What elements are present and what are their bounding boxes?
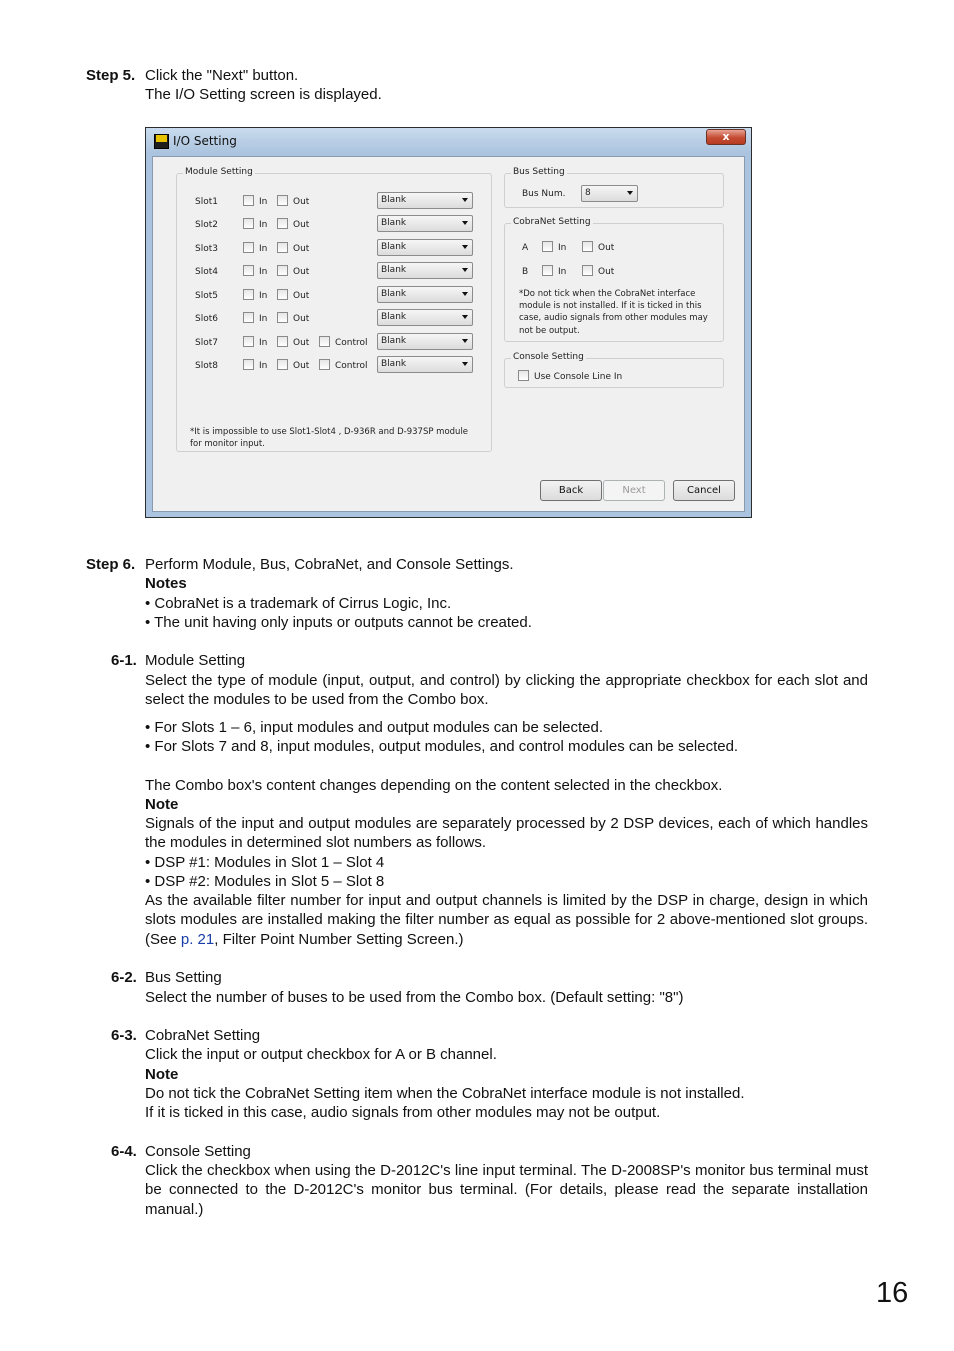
cobranet-b-in-checkbox[interactable] bbox=[542, 265, 553, 276]
cobranet-note-line-4: not be output. bbox=[519, 326, 580, 336]
slot-8-in-label: In bbox=[259, 361, 268, 371]
s6-4-label: 6-4. bbox=[111, 1143, 137, 1160]
chevron-down-icon bbox=[462, 221, 468, 225]
s6-1-combo-text: The Combo box's content changes depending on the content selected in the checkbox. bbox=[145, 777, 723, 794]
step6-note-1: • CobraNet is a trademark of Cirrus Logic, Inc. bbox=[145, 595, 452, 612]
slot-3-in-label: In bbox=[259, 244, 268, 254]
next-button[interactable]: Next bbox=[603, 480, 665, 501]
cobranet-b-in-label: In bbox=[558, 267, 567, 277]
slot-5-label: Slot5 bbox=[195, 291, 218, 301]
step6-label: Step 6. bbox=[86, 556, 136, 573]
slot-3-label: Slot3 bbox=[195, 244, 218, 254]
s6-4-title: Console Setting bbox=[145, 1143, 251, 1160]
slot-1-combo-value: Blank bbox=[381, 195, 407, 205]
slot-3-in-checkbox[interactable] bbox=[243, 242, 254, 253]
cobranet-setting-group bbox=[504, 217, 724, 342]
slot-1-combo[interactable] bbox=[377, 192, 473, 209]
slot-8-label: Slot8 bbox=[195, 361, 218, 371]
chevron-down-icon bbox=[462, 198, 468, 202]
dialog-client-area bbox=[152, 156, 745, 512]
slot-5-out-label: Out bbox=[293, 291, 310, 301]
cobranet-note-line-2: module is not installed. If it is ticked in this bbox=[519, 301, 702, 311]
chevron-down-icon bbox=[462, 292, 468, 296]
slot-6-in-label: In bbox=[259, 314, 268, 324]
filter-page-link[interactable]: p. 21 bbox=[180, 930, 215, 948]
slot-3-combo[interactable] bbox=[377, 239, 473, 256]
close-icon[interactable]: x bbox=[706, 129, 746, 145]
slot-4-label: Slot4 bbox=[195, 267, 218, 277]
s6-2-title: Bus Setting bbox=[145, 969, 222, 986]
slot-6-label: Slot6 bbox=[195, 314, 218, 324]
slot-2-in-checkbox[interactable] bbox=[243, 218, 254, 229]
slot-6-combo-value: Blank bbox=[381, 312, 407, 322]
slot-4-combo[interactable] bbox=[377, 262, 473, 279]
slot-6-out-label: Out bbox=[293, 314, 310, 324]
module-note-line-1: *It is impossible to use Slot1-Slot4 , D-936R and D-937SP module bbox=[190, 427, 469, 437]
slot-7-out-checkbox[interactable] bbox=[277, 336, 288, 347]
cobranet-channel-b: B bbox=[522, 267, 529, 277]
bus-setting-label: Bus Setting bbox=[513, 167, 565, 177]
slot-8-out-label: Out bbox=[293, 361, 310, 371]
slot-7-control-label: Control bbox=[335, 338, 368, 348]
s6-1-filter-para-b: , Filter Point Number Setting Screen.) bbox=[214, 930, 464, 948]
cobranet-b-out-checkbox[interactable] bbox=[582, 265, 593, 276]
slot-8-out-checkbox[interactable] bbox=[277, 359, 288, 370]
s6-3-text: Click the input or output checkbox for A or B channel. bbox=[145, 1046, 497, 1063]
s6-1-filter-para-a: As the available filter number for input and output channels is limited by the DSP in charge, design in which slots modules are installed making the filter number as equal as possible for 2 above-mentioned slot groups. (See bbox=[145, 892, 868, 948]
bus-setting-group bbox=[504, 167, 724, 208]
slot-1-in-label: In bbox=[259, 197, 268, 207]
console-setting-group bbox=[504, 352, 724, 388]
chevron-down-icon bbox=[462, 315, 468, 319]
cobranet-note-line-1: *Do not tick when the CobraNet interface bbox=[519, 289, 696, 299]
slot-3-out-label: Out bbox=[293, 244, 310, 254]
cobranet-note-line-3: case, audio signals from other modules may bbox=[519, 313, 708, 323]
slot-8-in-checkbox[interactable] bbox=[243, 359, 254, 370]
slot-4-in-label: In bbox=[259, 267, 268, 277]
slot-4-in-checkbox[interactable] bbox=[243, 265, 254, 276]
slot-7-combo[interactable] bbox=[377, 333, 473, 350]
slot-2-out-label: Out bbox=[293, 220, 310, 230]
slot-5-out-checkbox[interactable] bbox=[277, 289, 288, 300]
slot-8-control-label: Control bbox=[335, 361, 368, 371]
s6-3-note-line-1: Do not tick the CobraNet Setting item when the CobraNet interface module is not installed. bbox=[145, 1085, 745, 1102]
chevron-down-icon bbox=[462, 245, 468, 249]
slot-2-combo-value: Blank bbox=[381, 218, 407, 228]
cobranet-a-in-checkbox[interactable] bbox=[542, 241, 553, 252]
bus-num-combo[interactable] bbox=[581, 185, 638, 202]
step5-label: Step 5. bbox=[86, 67, 136, 84]
page-number: 16 bbox=[876, 1277, 909, 1309]
step6-text: Perform Module, Bus, CobraNet, and Console Settings. bbox=[145, 556, 514, 573]
s6-2-text: Select the number of buses to be used from the Combo box. (Default setting: "8") bbox=[145, 989, 684, 1006]
chevron-down-icon bbox=[462, 362, 468, 366]
slot-8-combo-value: Blank bbox=[381, 359, 407, 369]
dialog-title: I/O Setting bbox=[173, 134, 237, 148]
module-setting-label: Module Setting bbox=[185, 167, 253, 177]
slot-1-in-checkbox[interactable] bbox=[243, 195, 254, 206]
s6-1-filter-para bbox=[145, 891, 868, 949]
bus-num-label: Bus Num. bbox=[522, 189, 566, 199]
s6-1-note-para: Signals of the input and output modules are separately processed by 2 DSP devices, each of which handles the modules in determined slot numbers as follows. bbox=[145, 815, 868, 852]
slot-8-control-checkbox[interactable] bbox=[319, 359, 330, 370]
slot-7-in-label: In bbox=[259, 338, 268, 348]
bus-num-value: 8 bbox=[585, 188, 591, 198]
console-setting-label: Console Setting bbox=[513, 352, 584, 362]
s6-1-bullet-1: • For Slots 1 – 6, input modules and output modules can be selected. bbox=[145, 719, 604, 736]
slot-5-in-checkbox[interactable] bbox=[243, 289, 254, 300]
s6-1-dsp1: • DSP #1: Modules in Slot 1 – Slot 4 bbox=[145, 854, 385, 871]
slot-3-out-checkbox[interactable] bbox=[277, 242, 288, 253]
use-console-line-in-label: Use Console Line In bbox=[534, 372, 623, 382]
slot-3-combo-value: Blank bbox=[381, 242, 407, 252]
step6-note-2: • The unit having only inputs or outputs cannot be created. bbox=[145, 614, 532, 631]
slot-7-label: Slot7 bbox=[195, 338, 218, 348]
s6-1-bullet-2: • For Slots 7 and 8, input modules, output modules, and control modules can be selected. bbox=[145, 738, 739, 755]
slot-4-out-checkbox[interactable] bbox=[277, 265, 288, 276]
use-console-line-in-checkbox[interactable] bbox=[518, 370, 529, 381]
app-icon bbox=[154, 134, 169, 149]
io-setting-dialog bbox=[145, 127, 752, 518]
back-button[interactable]: Back bbox=[540, 480, 602, 501]
chevron-down-icon bbox=[462, 339, 468, 343]
slot-2-label: Slot2 bbox=[195, 220, 218, 230]
slot-6-in-checkbox[interactable] bbox=[243, 312, 254, 323]
cobranet-a-in-label: In bbox=[558, 243, 567, 253]
slot-4-combo-value: Blank bbox=[381, 265, 407, 275]
slot-5-combo[interactable] bbox=[377, 286, 473, 303]
cobranet-a-out-label: Out bbox=[598, 243, 615, 253]
slot-6-out-checkbox[interactable] bbox=[277, 312, 288, 323]
step5-line-2: The I/O Setting screen is displayed. bbox=[145, 86, 382, 103]
cobranet-b-out-label: Out bbox=[598, 267, 615, 277]
slot-6-combo[interactable] bbox=[377, 309, 473, 326]
chevron-down-icon bbox=[462, 268, 468, 272]
s6-3-note-line-2: If it is ticked in this case, audio signals from other modules may not be output. bbox=[145, 1104, 661, 1121]
s6-1-title: Module Setting bbox=[145, 652, 246, 669]
slot-2-combo[interactable] bbox=[377, 215, 473, 232]
chevron-down-icon bbox=[627, 191, 633, 195]
step6-notes-heading: Notes bbox=[145, 575, 187, 592]
s6-1-note-heading: Note bbox=[145, 796, 179, 813]
cancel-button[interactable]: Cancel bbox=[673, 480, 735, 501]
cobranet-a-out-checkbox[interactable] bbox=[582, 241, 593, 252]
slot-5-combo-value: Blank bbox=[381, 289, 407, 299]
slot-1-out-label: Out bbox=[293, 197, 310, 207]
slot-2-in-label: In bbox=[259, 220, 268, 230]
s6-2-label: 6-2. bbox=[111, 969, 137, 986]
module-setting-group bbox=[176, 167, 492, 452]
slot-8-combo[interactable] bbox=[377, 356, 473, 373]
s6-1-dsp2: • DSP #2: Modules in Slot 5 – Slot 8 bbox=[145, 873, 385, 890]
slot-2-out-checkbox[interactable] bbox=[277, 218, 288, 229]
s6-3-note-heading: Note bbox=[145, 1066, 179, 1083]
slot-1-out-checkbox[interactable] bbox=[277, 195, 288, 206]
slot-7-combo-value: Blank bbox=[381, 336, 407, 346]
s6-1-para: Select the type of module (input, output, and control) by clicking the appropriate checkbox for each slot and select the modules to be used from the Combo box. bbox=[145, 672, 868, 709]
step5-line-1: Click the "Next" button. bbox=[145, 67, 299, 84]
slot-7-control-checkbox[interactable] bbox=[319, 336, 330, 347]
cobranet-channel-a: A bbox=[522, 243, 529, 253]
slot-7-in-checkbox[interactable] bbox=[243, 336, 254, 347]
slot-7-out-label: Out bbox=[293, 338, 310, 348]
module-note-line-2: for monitor input. bbox=[190, 439, 265, 449]
slot-1-label: Slot1 bbox=[195, 197, 218, 207]
cobranet-setting-label: CobraNet Setting bbox=[513, 217, 591, 227]
slot-4-out-label: Out bbox=[293, 267, 310, 277]
slot-5-in-label: In bbox=[259, 291, 268, 301]
s6-3-title: CobraNet Setting bbox=[145, 1027, 261, 1044]
s6-1-label: 6-1. bbox=[111, 652, 137, 669]
s6-4-para: Click the checkbox when using the D-2012C's line input terminal. The D-2008SP's monitor bus terminal must be connected to the D-2012C's monitor bus terminal. (For details, please read the separate installation manual.) bbox=[145, 1162, 868, 1218]
s6-3-label: 6-3. bbox=[111, 1027, 137, 1044]
dialog-titlebar bbox=[146, 128, 751, 154]
